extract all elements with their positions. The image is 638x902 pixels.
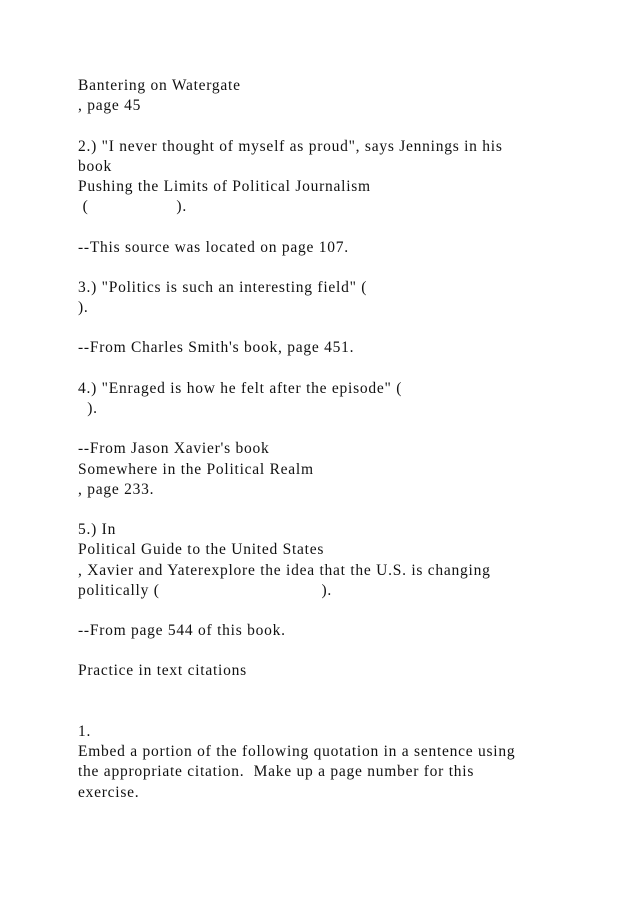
text-line-20: Somewhere in the Political Realm [78,460,314,478]
text-line-34: Embed a portion of the following quotation in a sentence using [78,743,516,761]
text-line-14: --From Charles Smith's book, page 451. [78,339,355,357]
text-line-30: Practice in text citations [78,662,247,680]
text-line-23: 5.) In [78,521,117,539]
text-line-7: ( ). [78,198,187,216]
text-line-26: politically ( ). [78,581,333,599]
text-line-2: , page 45 [78,97,142,115]
text-line-16: 4.) "Enraged is how he felt after the episode" ( [78,379,403,397]
text-line-25: , Xavier and Yaterexplore the idea that the U.S. is changing [78,561,491,579]
text-line-28: --From page 544 of this book. [78,622,286,640]
text-line-9: --This source was located on page 107. [78,238,349,256]
text-line-18 [78,419,618,439]
text-line-13 [78,318,618,338]
text-line-4: 2.) "I never thought of myself as proud", says Jennings in his [78,137,503,155]
text-line-29 [78,641,618,661]
text-line-36: exercise. [78,783,140,801]
text-line-19: --From Jason Xavier's book [78,440,270,458]
text-line-8 [78,217,618,237]
text-line-31 [78,682,618,702]
text-line-15 [78,359,618,379]
text-line-22 [78,500,618,520]
text-line-27 [78,601,618,621]
text-line-33: 1. [78,723,92,740]
text-line-35: the appropriate citation. Make up a page number for this [78,763,475,781]
text-line-32 [78,702,618,722]
text-line-1: Bantering on Watergate [78,77,241,94]
text-line-24: Political Guide to the United States [78,541,325,559]
text-line-12: ). [78,299,89,317]
text-line-6: Pushing the Limits of Political Journalism [78,177,371,195]
text-line-10 [78,258,618,278]
text-line-5: book [78,157,112,175]
document-text [78,76,618,803]
text-line-11: 3.) "Politics is such an interesting field" ( [78,278,368,296]
text-line-17: ). [78,400,98,417]
text-line-3 [78,116,618,136]
text-line-21: , page 233. [78,480,155,498]
